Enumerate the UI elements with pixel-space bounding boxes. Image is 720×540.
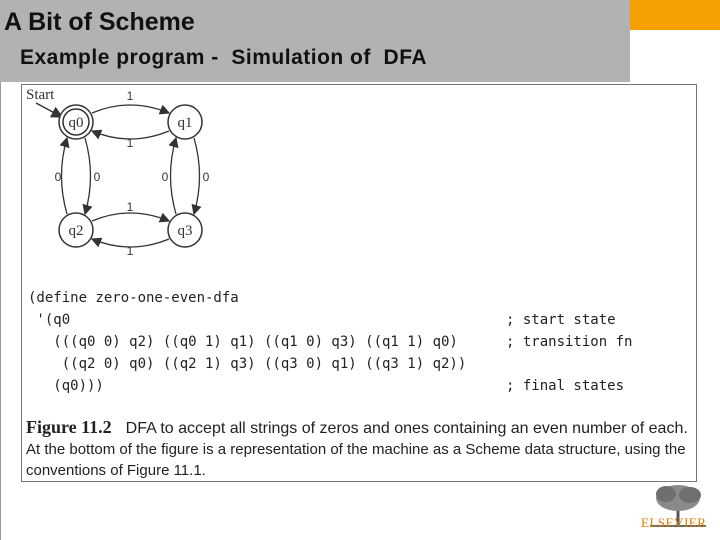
state-q2 <box>59 213 93 247</box>
edge-q3-q1 <box>171 138 177 214</box>
start-label: Start <box>26 87 55 103</box>
figure-label: Figure 11.2 <box>26 417 112 437</box>
code-line: (define zero-one-even-dfa <box>28 290 239 306</box>
edge-q1-q3 <box>194 138 200 214</box>
slide-title: A Bit of Scheme <box>4 8 195 36</box>
code-comment: ; start state <box>506 312 616 328</box>
edge-q0-q1-label: 1 <box>126 89 134 103</box>
edge-q2-q0-label: 0 <box>54 170 62 184</box>
start-arrow <box>36 103 62 117</box>
state-q3 <box>168 213 202 247</box>
edge-q3-q2-label: 1 <box>126 244 134 258</box>
state-q0-label: q0 <box>68 115 84 131</box>
caption-heading: DFA to accept all strings of zeros and ones containing an even number of each. <box>125 420 688 437</box>
slide-header <box>0 0 630 82</box>
accent-bar <box>630 0 720 30</box>
state-q2-label: q2 <box>68 223 84 239</box>
dfa-diagram <box>22 85 698 285</box>
code-line: (((q0 0) q2) ((q0 1) q1) ((q1 0) q3) ((q1 1) q0) <box>28 334 458 350</box>
edge-q0-q2 <box>85 138 91 214</box>
scheme-code-block <box>28 287 466 397</box>
code-comment: ; final states <box>506 378 625 394</box>
edge-q0-q2-label: 0 <box>93 170 101 184</box>
state-q1 <box>168 105 202 139</box>
edge-q1-q3-label: 0 <box>202 170 210 184</box>
state-q3-label: q3 <box>177 223 193 239</box>
code-comment: ; transition fn <box>506 334 633 350</box>
state-q1-label: q1 <box>177 115 193 131</box>
edge-q2-q3-label: 1 <box>126 200 134 214</box>
code-line: ((q2 0) q0) ((q2 1) q3) ((q3 0) q1) ((q3 1) q2)) <box>28 356 467 372</box>
state-q0 <box>59 105 93 139</box>
edge-q2-q3 <box>92 213 169 221</box>
edge-q0-q1 <box>92 105 169 113</box>
figure-caption <box>26 417 696 481</box>
figure-panel <box>21 84 697 482</box>
edge-q2-q0 <box>62 138 68 214</box>
left-border-line <box>0 82 1 540</box>
publisher-name: ELSEVIER <box>641 515 707 530</box>
code-comments <box>506 309 632 397</box>
code-line: '(q0 <box>28 312 71 328</box>
edge-q1-q0-label: 1 <box>126 136 134 150</box>
slide-subtitle: Example program - Simulation of DFA <box>20 46 428 69</box>
code-line: (q0))) <box>28 378 104 394</box>
edge-q3-q1-label: 0 <box>161 170 169 184</box>
code-comment <box>506 353 632 375</box>
caption-body: At the bottom of the figure is a representation of the machine as a Scheme data structure, using the conventions of Figure 11.1. <box>26 441 686 479</box>
